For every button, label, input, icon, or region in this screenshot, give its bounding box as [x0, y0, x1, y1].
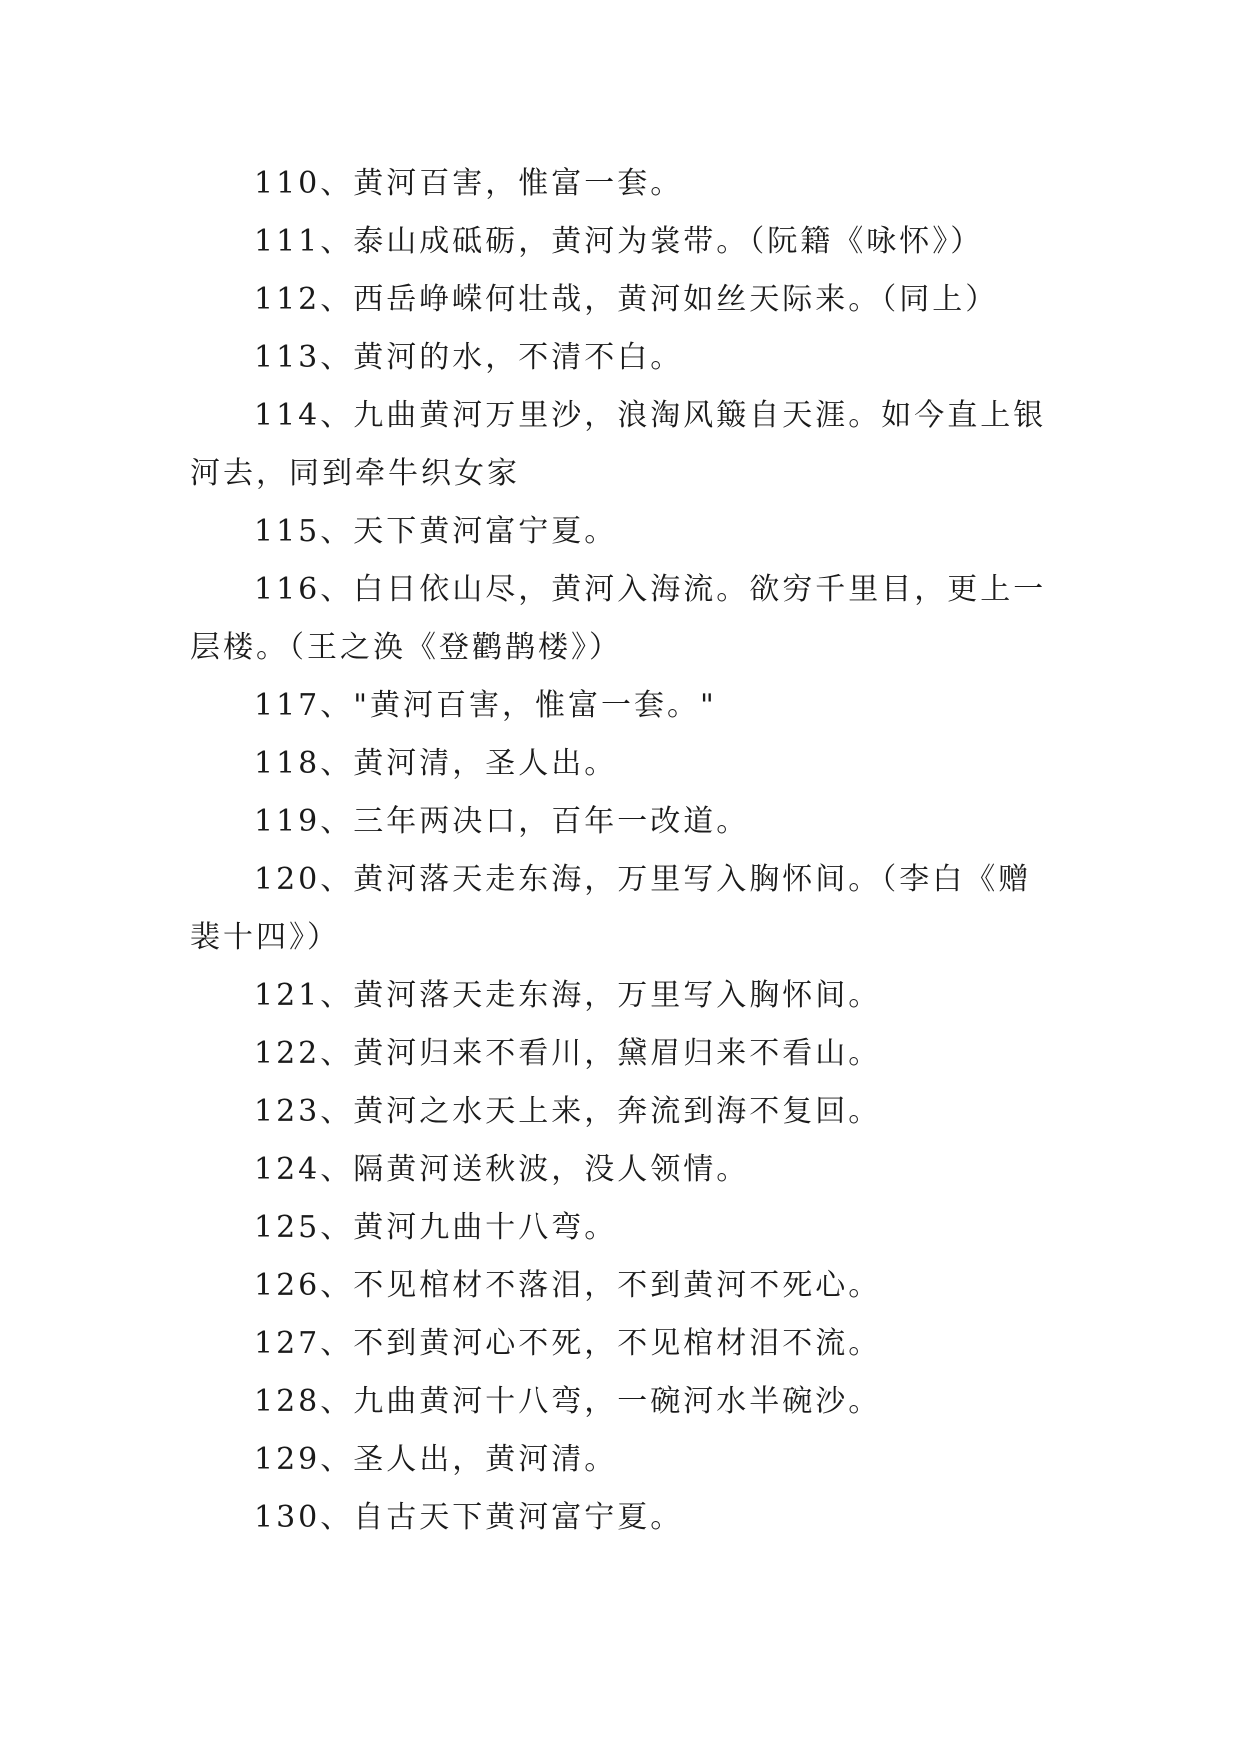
list-item: 127、不到黄河心不死，不见棺材泪不流。 — [254, 1326, 882, 1361]
list-item: 121、黄河落天走东海，万里写入胸怀间。 — [254, 978, 882, 1013]
list-item: 115、天下黄河富宁夏。 — [254, 514, 618, 549]
list-item: 114、九曲黄河万里沙，浪淘风簸自天涯。如今直上银河去，同到牵牛织女家 — [190, 398, 1047, 491]
list-item: 119、三年两决口，百年一改道。 — [254, 804, 750, 839]
list-item: 130、自古天下黄河富宁夏。 — [254, 1500, 684, 1535]
list-item: 123、黄河之水天上来，奔流到海不复回。 — [254, 1094, 882, 1129]
list-item: 129、圣人出，黄河清。 — [254, 1442, 618, 1477]
list-item: 120、黄河落天走东海，万里写入胸怀间。（李白《赠裴十四》） — [190, 862, 1032, 955]
proverb-list — [190, 155, 1050, 1547]
list-item: 112、西岳峥嵘何壮哉，黄河如丝天际来。（同上） — [254, 282, 999, 317]
list-item: 126、不见棺材不落泪，不到黄河不死心。 — [254, 1268, 882, 1303]
list-item: 122、黄河归来不看川，黛眉归来不看山。 — [254, 1036, 882, 1071]
list-item: 124、隔黄河送秋波，没人领情。 — [254, 1152, 750, 1187]
list-item: 125、黄河九曲十八弯。 — [254, 1210, 618, 1245]
list-item: 111、泰山成砥砺，黄河为裳带。（阮籍《咏怀》） — [254, 224, 984, 259]
list-item: 117、"黄河百害，惟富一套。" — [254, 688, 717, 723]
list-item: 110、黄河百害，惟富一套。 — [254, 166, 684, 201]
list-item: 128、九曲黄河十八弯，一碗河水半碗沙。 — [254, 1384, 882, 1419]
list-item: 118、黄河清，圣人出。 — [254, 746, 618, 781]
list-item: 116、白日依山尽，黄河入海流。欲穷千里目，更上一层楼。（王之涣《登鹳鹊楼》） — [190, 572, 1047, 665]
list-item: 113、黄河的水，不清不白。 — [254, 340, 684, 375]
